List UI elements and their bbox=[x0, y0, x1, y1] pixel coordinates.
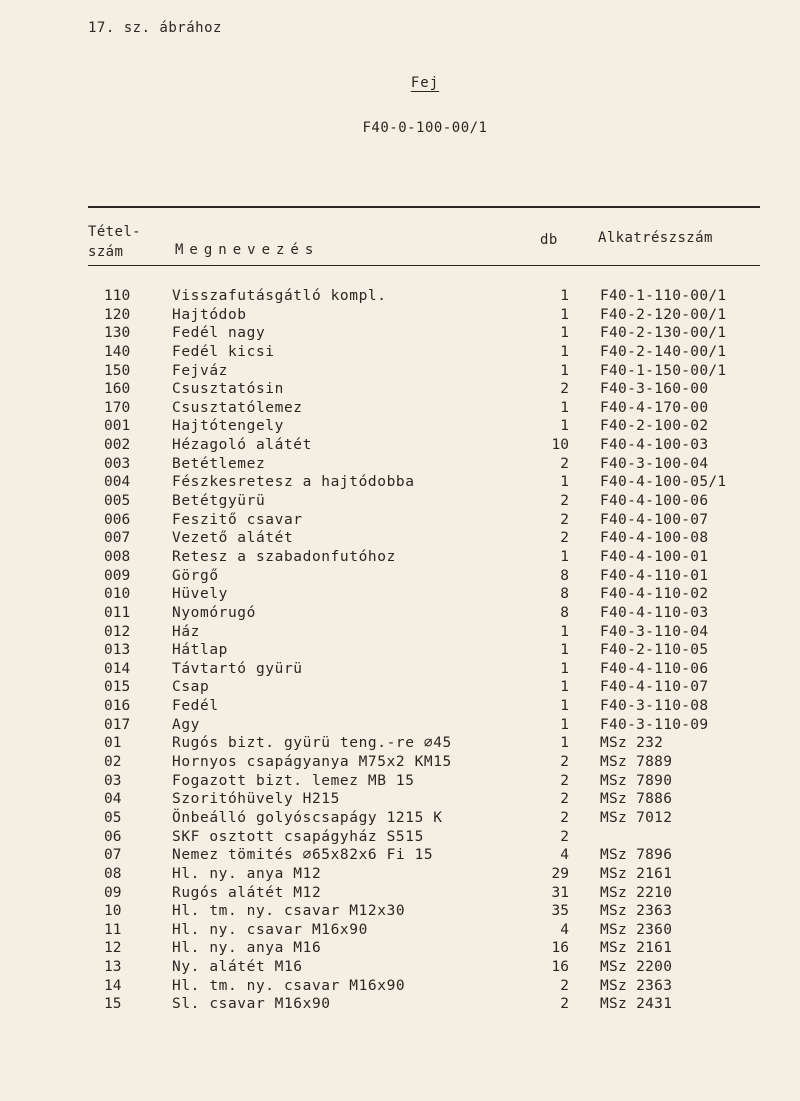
row-quantity: 2 bbox=[560, 493, 569, 510]
table-row bbox=[0, 399, 800, 418]
assembly-code: F40-0-100-00/1 bbox=[362, 120, 488, 136]
page-title: Fej bbox=[410, 75, 440, 91]
row-name: Csusztatósin bbox=[172, 381, 284, 398]
row-part-number: MSz 232 bbox=[600, 735, 664, 752]
row-name: Fejváz bbox=[172, 362, 228, 379]
row-name: Görgő bbox=[172, 567, 219, 584]
row-name: Nyomórugó bbox=[172, 604, 256, 621]
row-part-number: F40-3-100-04 bbox=[600, 455, 709, 472]
row-quantity: 16 bbox=[551, 959, 569, 976]
row-quantity: 2 bbox=[560, 772, 569, 789]
row-position: 13 bbox=[104, 959, 122, 976]
row-quantity: 2 bbox=[560, 791, 569, 808]
row-part-number: MSz 7896 bbox=[600, 847, 673, 864]
row-position: 140 bbox=[104, 343, 131, 360]
row-part-number: F40-1-150-00/1 bbox=[600, 362, 727, 379]
row-quantity: 1 bbox=[560, 548, 569, 565]
row-name: Fedél kicsi bbox=[172, 343, 275, 360]
row-part-number: F40-3-160-00 bbox=[600, 381, 709, 398]
row-part-number: MSz 2200 bbox=[600, 959, 673, 976]
row-position: 009 bbox=[104, 567, 131, 584]
column-header-qty: db bbox=[540, 232, 558, 248]
table-row bbox=[0, 623, 800, 642]
row-position: 150 bbox=[104, 362, 131, 379]
column-header-pos-line1: Tétel- bbox=[88, 224, 141, 240]
table-row bbox=[0, 846, 800, 865]
column-header-pos-line2: szám bbox=[88, 244, 124, 260]
row-name: Csusztatólemez bbox=[172, 399, 303, 416]
row-quantity: 1 bbox=[560, 418, 569, 435]
row-position: 03 bbox=[104, 772, 122, 789]
row-name: Hátlap bbox=[172, 642, 228, 659]
figure-reference: 17. sz. ábrához bbox=[88, 20, 222, 36]
row-position: 12 bbox=[104, 940, 122, 957]
row-part-number: F40-4-110-06 bbox=[600, 660, 709, 677]
row-part-number: MSz 7889 bbox=[600, 754, 673, 771]
table-row bbox=[0, 958, 800, 977]
row-position: 160 bbox=[104, 381, 131, 398]
row-name: Agy bbox=[172, 716, 200, 733]
table-row bbox=[0, 697, 800, 716]
row-name: Rugós bizt. gyürü teng.-re ∅45 bbox=[172, 735, 452, 752]
row-name: Hornyos csapágyanya M75x2 KM15 bbox=[172, 754, 452, 771]
row-name: Önbeálló golyóscsapágy 1215 K bbox=[172, 809, 443, 826]
table-row bbox=[0, 604, 800, 623]
row-name: Szoritóhüvely H215 bbox=[172, 791, 340, 808]
row-name: Hl. tm. ny. csavar M16x90 bbox=[172, 977, 406, 994]
row-name: Hl. ny. anya M16 bbox=[172, 940, 322, 957]
row-quantity: 8 bbox=[560, 567, 569, 584]
row-quantity: 2 bbox=[560, 809, 569, 826]
row-part-number: F40-4-100-01 bbox=[600, 548, 709, 565]
row-quantity: 4 bbox=[560, 847, 569, 864]
table-row bbox=[0, 362, 800, 381]
table-row bbox=[0, 511, 800, 530]
row-part-number: F40-2-110-05 bbox=[600, 642, 709, 659]
table-row bbox=[0, 734, 800, 753]
row-name: Hajtótengely bbox=[172, 418, 284, 435]
table-row bbox=[0, 343, 800, 362]
table-row bbox=[0, 492, 800, 511]
row-name: Rugós alátét M12 bbox=[172, 884, 322, 901]
row-position: 14 bbox=[104, 977, 122, 994]
table-row bbox=[0, 380, 800, 399]
row-position: 004 bbox=[104, 474, 131, 491]
row-quantity: 1 bbox=[560, 306, 569, 323]
row-position: 170 bbox=[104, 399, 131, 416]
row-part-number: F40-2-120-00/1 bbox=[600, 306, 727, 323]
row-part-number: F40-4-110-01 bbox=[600, 567, 709, 584]
row-part-number: MSz 2363 bbox=[600, 903, 673, 920]
row-part-number: MSz 2360 bbox=[600, 921, 673, 938]
row-part-number: MSz 7012 bbox=[600, 809, 673, 826]
row-quantity: 2 bbox=[560, 530, 569, 547]
row-position: 015 bbox=[104, 679, 131, 696]
row-part-number: F40-4-110-07 bbox=[600, 679, 709, 696]
row-position: 005 bbox=[104, 493, 131, 510]
row-quantity: 31 bbox=[551, 884, 569, 901]
row-position: 02 bbox=[104, 754, 122, 771]
table-row bbox=[0, 585, 800, 604]
row-part-number: MSz 2363 bbox=[600, 977, 673, 994]
row-quantity: 2 bbox=[560, 511, 569, 528]
row-part-number: F40-2-130-00/1 bbox=[600, 325, 727, 342]
row-position: 013 bbox=[104, 642, 131, 659]
row-part-number: F40-4-100-05/1 bbox=[600, 474, 727, 491]
table-row bbox=[0, 772, 800, 791]
row-position: 07 bbox=[104, 847, 122, 864]
row-quantity: 4 bbox=[560, 921, 569, 938]
row-quantity: 1 bbox=[560, 325, 569, 342]
table-row bbox=[0, 660, 800, 679]
row-quantity: 1 bbox=[560, 679, 569, 696]
row-name: Ház bbox=[172, 623, 200, 640]
row-part-number: F40-4-100-06 bbox=[600, 493, 709, 510]
row-name: Távtartó gyürü bbox=[172, 660, 303, 677]
row-quantity: 1 bbox=[560, 698, 569, 715]
row-position: 110 bbox=[104, 288, 131, 304]
row-name: Hl. ny. csavar M16x90 bbox=[172, 921, 368, 938]
table-row bbox=[0, 809, 800, 828]
table-row bbox=[0, 324, 800, 343]
row-position: 15 bbox=[104, 996, 122, 1013]
row-part-number: MSz 7890 bbox=[600, 772, 673, 789]
row-part-number: F40-4-170-00 bbox=[600, 399, 709, 416]
row-name: Hüvely bbox=[172, 586, 228, 603]
row-quantity: 1 bbox=[560, 735, 569, 752]
row-position: 09 bbox=[104, 884, 122, 901]
row-position: 003 bbox=[104, 455, 131, 472]
row-name: Ny. alátét M16 bbox=[172, 959, 303, 976]
row-position: 002 bbox=[104, 437, 131, 454]
row-quantity: 2 bbox=[560, 455, 569, 472]
table-row bbox=[0, 790, 800, 809]
parts-table-body bbox=[0, 287, 800, 1014]
row-part-number: MSz 2161 bbox=[600, 940, 673, 957]
row-quantity: 2 bbox=[560, 381, 569, 398]
row-position: 014 bbox=[104, 660, 131, 677]
row-name: Fogazott bizt. lemez MB 15 bbox=[172, 772, 415, 789]
table-row bbox=[0, 828, 800, 847]
row-name: Fedél bbox=[172, 698, 219, 715]
table-row bbox=[0, 977, 800, 996]
row-part-number: F40-4-110-03 bbox=[600, 604, 709, 621]
row-quantity: 2 bbox=[560, 977, 569, 994]
table-row bbox=[0, 884, 800, 903]
table-row bbox=[0, 306, 800, 325]
row-quantity: 1 bbox=[560, 399, 569, 416]
row-quantity: 10 bbox=[551, 437, 569, 454]
column-header-part-number: Alkatrészszám bbox=[598, 230, 713, 246]
table-row bbox=[0, 753, 800, 772]
row-quantity: 29 bbox=[551, 865, 569, 882]
row-quantity: 1 bbox=[560, 623, 569, 640]
row-quantity: 1 bbox=[560, 660, 569, 677]
row-name: Fészkesretesz a hajtódobba bbox=[172, 474, 415, 491]
row-quantity: 35 bbox=[551, 903, 569, 920]
table-row bbox=[0, 436, 800, 455]
table-top-rule bbox=[88, 206, 760, 208]
row-quantity: 1 bbox=[560, 716, 569, 733]
row-part-number: MSz 2431 bbox=[600, 996, 673, 1013]
row-quantity: 16 bbox=[551, 940, 569, 957]
row-position: 006 bbox=[104, 511, 131, 528]
row-name: Hl. tm. ny. csavar M12x30 bbox=[172, 903, 406, 920]
row-position: 11 bbox=[104, 921, 122, 938]
row-name: Betétlemez bbox=[172, 455, 266, 472]
row-position: 008 bbox=[104, 548, 131, 565]
row-part-number: MSz 2210 bbox=[600, 884, 673, 901]
row-name: Feszitő csavar bbox=[172, 511, 303, 528]
table-row bbox=[0, 902, 800, 921]
table-row bbox=[0, 548, 800, 567]
row-name: Hézagoló alátét bbox=[172, 437, 312, 454]
row-position: 016 bbox=[104, 698, 131, 715]
row-name: Visszafutásgátló kompl. bbox=[172, 288, 387, 304]
row-quantity: 1 bbox=[560, 642, 569, 659]
table-row bbox=[0, 529, 800, 548]
row-position: 010 bbox=[104, 586, 131, 603]
row-name: Vezető alátét bbox=[172, 530, 294, 547]
row-position: 10 bbox=[104, 903, 122, 920]
row-name: Hajtódob bbox=[172, 306, 247, 323]
row-quantity: 1 bbox=[560, 288, 569, 304]
row-part-number: MSz 7886 bbox=[600, 791, 673, 808]
row-part-number: F40-4-110-02 bbox=[600, 586, 709, 603]
table-row bbox=[0, 678, 800, 697]
table-row bbox=[0, 641, 800, 660]
table-header-rule bbox=[88, 265, 760, 266]
row-position: 04 bbox=[104, 791, 122, 808]
row-position: 011 bbox=[104, 604, 131, 621]
row-position: 130 bbox=[104, 325, 131, 342]
table-row bbox=[0, 287, 800, 306]
table-row bbox=[0, 473, 800, 492]
table-row bbox=[0, 567, 800, 586]
row-part-number: F40-4-100-08 bbox=[600, 530, 709, 547]
row-quantity: 2 bbox=[560, 996, 569, 1013]
row-quantity: 2 bbox=[560, 828, 569, 845]
table-row bbox=[0, 921, 800, 940]
row-name: Csap bbox=[172, 679, 210, 696]
row-quantity: 2 bbox=[560, 754, 569, 771]
row-position: 120 bbox=[104, 306, 131, 323]
row-part-number: F40-3-110-08 bbox=[600, 698, 709, 715]
row-quantity: 1 bbox=[560, 362, 569, 379]
row-part-number: F40-3-110-04 bbox=[600, 623, 709, 640]
row-part-number: F40-3-110-09 bbox=[600, 716, 709, 733]
row-part-number: F40-2-140-00/1 bbox=[600, 343, 727, 360]
row-part-number: F40-1-110-00/1 bbox=[600, 288, 727, 304]
row-position: 01 bbox=[104, 735, 122, 752]
table-row bbox=[0, 716, 800, 735]
row-position: 05 bbox=[104, 809, 122, 826]
table-row bbox=[0, 865, 800, 884]
row-position: 007 bbox=[104, 530, 131, 547]
table-row bbox=[0, 455, 800, 474]
row-quantity: 8 bbox=[560, 586, 569, 603]
column-header-name: Megnevezés bbox=[175, 242, 320, 258]
table-row bbox=[0, 417, 800, 436]
row-part-number: MSz 2161 bbox=[600, 865, 673, 882]
row-name: Nemez tömités ∅65x82x6 Fi 15 bbox=[172, 847, 434, 864]
row-quantity: 8 bbox=[560, 604, 569, 621]
row-part-number: F40-2-100-02 bbox=[600, 418, 709, 435]
row-name: Retesz a szabadonfutóhoz bbox=[172, 548, 396, 565]
table-row bbox=[0, 939, 800, 958]
table-row bbox=[0, 995, 800, 1014]
row-part-number: F40-4-100-07 bbox=[600, 511, 709, 528]
row-part-number: F40-4-100-03 bbox=[600, 437, 709, 454]
row-name: Sl. csavar M16x90 bbox=[172, 996, 331, 1013]
row-position: 017 bbox=[104, 716, 131, 733]
row-position: 001 bbox=[104, 418, 131, 435]
row-quantity: 1 bbox=[560, 474, 569, 491]
row-position: 06 bbox=[104, 828, 122, 845]
row-name: SKF osztott csapágyház S515 bbox=[172, 828, 424, 845]
row-position: 012 bbox=[104, 623, 131, 640]
row-name: Hl. ny. anya M12 bbox=[172, 865, 322, 882]
row-quantity: 1 bbox=[560, 343, 569, 360]
row-name: Betétgyürü bbox=[172, 493, 266, 510]
row-position: 08 bbox=[104, 865, 122, 882]
row-name: Fedél nagy bbox=[172, 325, 266, 342]
